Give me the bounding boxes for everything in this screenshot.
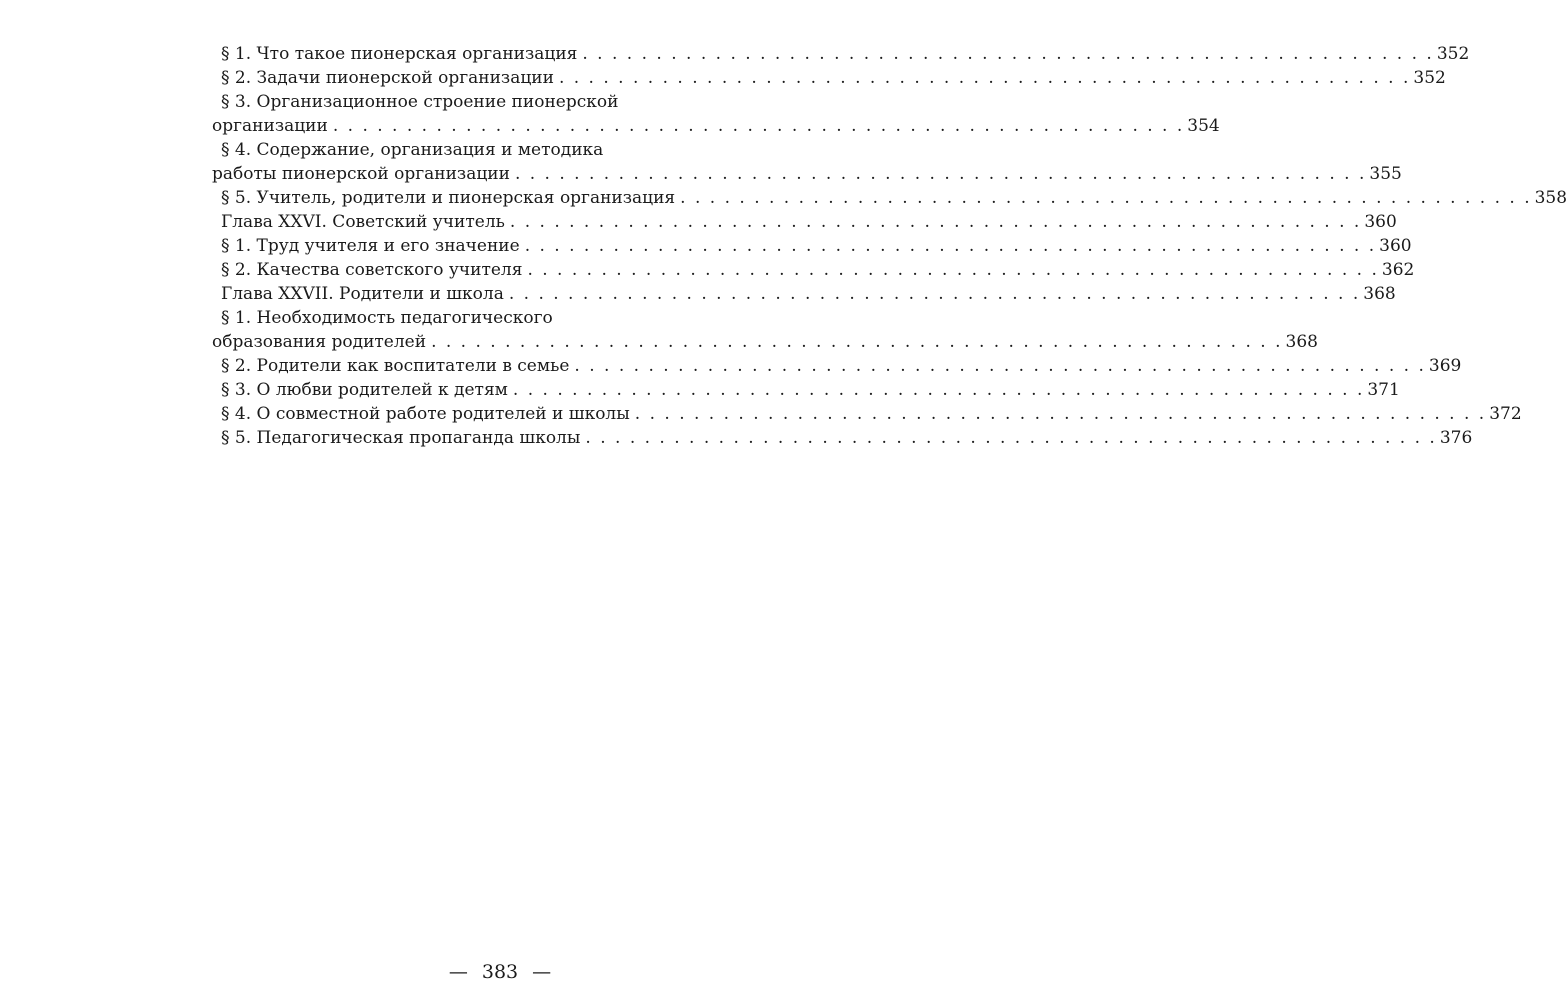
toc-dot-leader: . . . . . . . . . . . . . . . . . . . . . . . . . . . . . . . . . . . . . . . . . . . . . . . . . . . . . . . . . . xyxy=(680,188,1532,208)
toc-page-number: 376 xyxy=(1439,428,1473,448)
toc-dot-leader: . . . . . . . . . . . . . . . . . . . . . . . . . . . . . . . . . . . . . . . . . . . . . . . . . . . . . . . . . . xyxy=(558,68,1411,88)
toc-entry-line xyxy=(212,282,1396,306)
toc-entry-line xyxy=(212,210,1397,234)
toc-entry-title-continuation: организации xyxy=(212,116,328,136)
toc-entry-title: § 1. Труд учителя и его значение xyxy=(221,236,520,256)
toc-page-number: 360 xyxy=(1364,212,1397,232)
toc-dot-leader: . . . . . . . . . . . . . . . . . . . . . . . . . . . . . . . . . . . . . . . . . . . . . . . . . . . . . . . . . . xyxy=(527,260,1379,280)
toc-entry xyxy=(212,306,1318,354)
toc-entry-line xyxy=(212,162,1402,186)
toc-page-number: 368 xyxy=(1285,332,1318,352)
toc-page-number: 368 xyxy=(1363,284,1396,304)
toc-page-number: 354 xyxy=(1187,116,1220,136)
footer-dash-left: — xyxy=(448,961,468,983)
toc-page-number: 372 xyxy=(1489,404,1522,424)
toc-entry xyxy=(212,186,1567,210)
toc-dot-leader: . . . . . . . . . . . . . . . . . . . . . . . . . . . . . . . . . . . . . . . . . . . . . . . . . . . . . . . . . . xyxy=(634,404,1487,424)
toc-entry-line xyxy=(212,330,1318,354)
toc-entry xyxy=(212,426,1473,450)
toc-dot-leader: . . . . . . . . . . . . . . . . . . . . . . . . . . . . . . . . . . . . . . . . . . . . . . . . . . . . . . . . . . xyxy=(431,332,1283,352)
toc-entry-line xyxy=(212,402,1522,426)
toc-entry xyxy=(212,66,1446,90)
toc-entry-title: Глава XXVII. Родители и школа xyxy=(221,284,504,304)
page-number: 383 xyxy=(481,961,519,983)
toc-entry-line xyxy=(212,426,1473,450)
toc-entry xyxy=(212,354,1462,378)
toc-entry-line xyxy=(212,90,775,114)
toc-entry xyxy=(212,234,1412,258)
toc-entry-title: § 4. Содержание, организация и методика xyxy=(221,140,604,160)
toc-entry-title-continuation: образования родителей xyxy=(212,332,427,352)
toc-entry-title: § 5. Педагогическая пропаганда школы xyxy=(221,428,581,448)
toc-entry-title: Глава XXVI. Советский учитель xyxy=(221,212,505,232)
toc-dot-leader: . . . . . . . . . . . . . . . . . . . . . . . . . . . . . . . . . . . . . . . . . . . . . . . . . . . . . . . . . . xyxy=(512,380,1365,400)
toc-page-number: 352 xyxy=(1413,68,1446,88)
toc-entry-line xyxy=(212,42,1470,66)
footer-dash-right: — xyxy=(532,961,552,983)
toc-entry-title: § 1. Необходимость педагогического xyxy=(221,308,553,328)
toc-entry-line xyxy=(212,138,775,162)
toc-dot-leader: . . . . . . . . . . . . . . . . . . . . . . . . . . . . . . . . . . . . . . . . . . . . . . . . . . . . . . . . . . xyxy=(332,116,1185,136)
toc-dot-leader: . . . . . . . . . . . . . . . . . . . . . . . . . . . . . . . . . . . . . . . . . . . . . . . . . . . . . . . . . . xyxy=(508,284,1361,304)
toc-entry-title: § 2. Качества советского учителя xyxy=(221,260,523,280)
toc-page-number: 371 xyxy=(1367,380,1400,400)
toc-entry xyxy=(212,210,1397,234)
toc-entry-line xyxy=(212,66,1446,90)
toc-entry xyxy=(212,90,1220,138)
toc-page-number: 352 xyxy=(1436,44,1470,64)
toc-dot-leader: . . . . . . . . . . . . . . . . . . . . . . . . . . . . . . . . . . . . . . . . . . . . . . . . . . . . . . . . . . xyxy=(585,428,1437,448)
toc-dot-leader: . . . . . . . . . . . . . . . . . . . . . . . . . . . . . . . . . . . . . . . . . . . . . . . . . . . . . . . . . . xyxy=(582,44,1434,64)
toc-entry-title-continuation: работы пионерской организации xyxy=(212,164,510,184)
toc-entry-title: § 5. Учитель, родители и пионерская организация xyxy=(221,188,676,208)
toc-entry-line xyxy=(212,186,1567,210)
toc-entry-line xyxy=(212,234,1412,258)
toc-page-number: 360 xyxy=(1379,236,1412,256)
toc-entry-title: § 3. О любви родителей к детям xyxy=(221,380,508,400)
toc-entry xyxy=(212,138,1402,186)
toc-entry xyxy=(212,402,1522,426)
toc-page-number: 355 xyxy=(1369,164,1402,184)
page-footer xyxy=(0,961,1000,983)
toc-entry-line xyxy=(212,378,1400,402)
table-of-contents xyxy=(212,42,1567,450)
toc-page-number: 362 xyxy=(1381,260,1415,280)
toc-entry-title: § 2. Родители как воспитатели в семье xyxy=(221,356,570,376)
toc-entry xyxy=(212,282,1396,306)
toc-dot-leader: . . . . . . . . . . . . . . . . . . . . . . . . . . . . . . . . . . . . . . . . . . . . . . . . . . . . . . . . . . xyxy=(574,356,1426,376)
toc-entry-line xyxy=(212,114,1220,138)
toc-dot-leader: . . . . . . . . . . . . . . . . . . . . . . . . . . . . . . . . . . . . . . . . . . . . . . . . . . . . . . . . . . xyxy=(524,236,1377,256)
toc-dot-leader: . . . . . . . . . . . . . . . . . . . . . . . . . . . . . . . . . . . . . . . . . . . . . . . . . . . . . . . . . . xyxy=(509,212,1362,232)
toc-page-number: 369 xyxy=(1428,356,1462,376)
toc-entry xyxy=(212,42,1470,66)
toc-entry xyxy=(212,378,1400,402)
toc-dot-leader: . . . . . . . . . . . . . . . . . . . . . . . . . . . . . . . . . . . . . . . . . . . . . . . . . . . . . . . . . . xyxy=(514,164,1367,184)
toc-entry-line xyxy=(212,306,775,330)
toc-entry-line xyxy=(212,354,1462,378)
toc-entry-title: § 4. О совместной работе родителей и школы xyxy=(221,404,630,424)
toc-page-number: 358 xyxy=(1534,188,1567,208)
toc-entry-title: § 3. Организационное строение пионерской xyxy=(221,92,619,112)
toc-entry xyxy=(212,258,1415,282)
toc-entry-title: § 1. Что такое пионерская организация xyxy=(221,44,578,64)
toc-entry-title: § 2. Задачи пионерской организации xyxy=(221,68,554,88)
toc-entry-line xyxy=(212,258,1415,282)
